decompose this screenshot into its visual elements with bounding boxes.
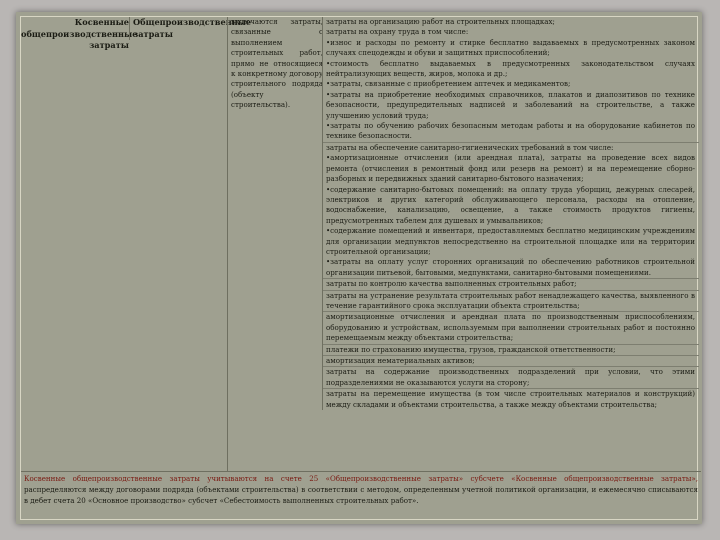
- cost-item: затраты на обеспечение санитарно-гигиенических требований в том числе:: [326, 142, 614, 152]
- cost-item: •затраты, связанные с приобретением аптечек и медикаментов;: [326, 79, 571, 89]
- cost-item: •износ и расходы по ремонту и стирке бесплатно выдаваемых в предусмотренных законом случаях спецодежды и обуви и защитных приспособлений;: [326, 37, 695, 58]
- cost-item: платежи по страхованию имущества, грузов, гражданской ответственности;: [323, 345, 699, 356]
- description-cell: включаются затраты, связанные с выполнением строительных работ, прямо не относящиеся к конкретному договору строительного подряда (объекту строительства).: [227, 17, 323, 472]
- cost-item: •содержание санитарно-бытовых помещений: на оплату труда уборщиц, дежурных слесарей, электриков и других категорий обслуживающего персонала, расходы на отопление, водоснабжение, канализацию, освещение, а также стоимость продуктов гигиены, предусмотренных табелем для душевых и умывальников;: [326, 184, 695, 225]
- subcategory-cell: Общепроизводственные затраты: [129, 17, 229, 40]
- cost-item: затраты на содержание производственных подразделений при условии, что этими подразделениями не оказываются услуги на сторону;: [323, 367, 699, 389]
- cost-item: •содержание помещений и инвентаря, предоставляемых бесплатно медицинским учреждениям для организации медпунктов непосредственно на строительной площадке или на территории строительной организации;: [326, 226, 695, 256]
- cost-items-column: [322, 17, 699, 410]
- cost-item: •затраты по обучению рабочих безопасным методам работы и на оборудование кабинетов по технике безопасности.: [323, 121, 699, 143]
- category-cell: Косвенные общепроизводственные затраты: [21, 17, 138, 50]
- footer-note: [21, 471, 701, 506]
- cost-item: затраты на охрану труда в том числе:: [326, 27, 469, 37]
- document-page: [16, 12, 702, 524]
- cost-item: •затраты на приобретение необходимых справочников, плакатов и диапозитивов по технике безопасности, предупредительных надписей и заболеваний на строительстве, а также улучшению условий труда;: [326, 89, 695, 120]
- cost-item: амортизация нематериальных активов;: [323, 356, 699, 367]
- cost-item: затраты на организацию работ на строительных площадках;: [326, 17, 555, 26]
- cost-item: затраты на перемещение имущества (в том числе строительных материалов и конструкций) между складами и объектами строительства, а также между объектами строительства;: [326, 389, 695, 409]
- footer-rest-text: распределяются между договорами подряда (объектами строительства) в соответствии с методом, определенным учетной политикой организации, и ежемесячно списываются в дебет счета 20 «Основное производство» субсчет «Себестоимость выполненных строительных работ».: [24, 485, 698, 505]
- footer-highlight-text: Косвенные общепроизводственные затраты учитываются на счете 25 «Общепроизводственные затраты» субсчете «Косвенные общепроизводственные затраты»,: [24, 474, 698, 483]
- cost-item: •стоимость бесплатно выдаваемых в предусмотренных законодательством случаях нейтрализующих веществ, жиров, молока и др.;: [326, 58, 695, 79]
- cost-item: затраты по контролю качества выполненных строительных работ;: [323, 279, 699, 290]
- cost-item: затраты на устранение результата строительных работ ненадлежащего качества, выявленного в течение гарантийного срока эксплуатации объекта строительства;: [323, 291, 699, 313]
- cost-item: •амортизационные отчисления (или арендная плата), затраты на проведение всех видов ремонта (отчисления в ремонтный фонд или резерв на ремонт) и на перемещение сборно-разборных и передвижных зданий санитарно-бытового назначения;: [326, 153, 695, 184]
- cost-item: амортизационные отчисления и арендная плата по производственным приспособлениям, оборудованию и устройствам, используемым при выполнении строительных работ и постоянно перемещаемым между объектами строительства;: [323, 312, 699, 344]
- cost-item: •затраты на оплату услуг сторонних организаций по обеспечению работников строительной организации питьевой, бытовыми, медпунктами, санитарно-бытовыми помещениями.: [323, 257, 699, 279]
